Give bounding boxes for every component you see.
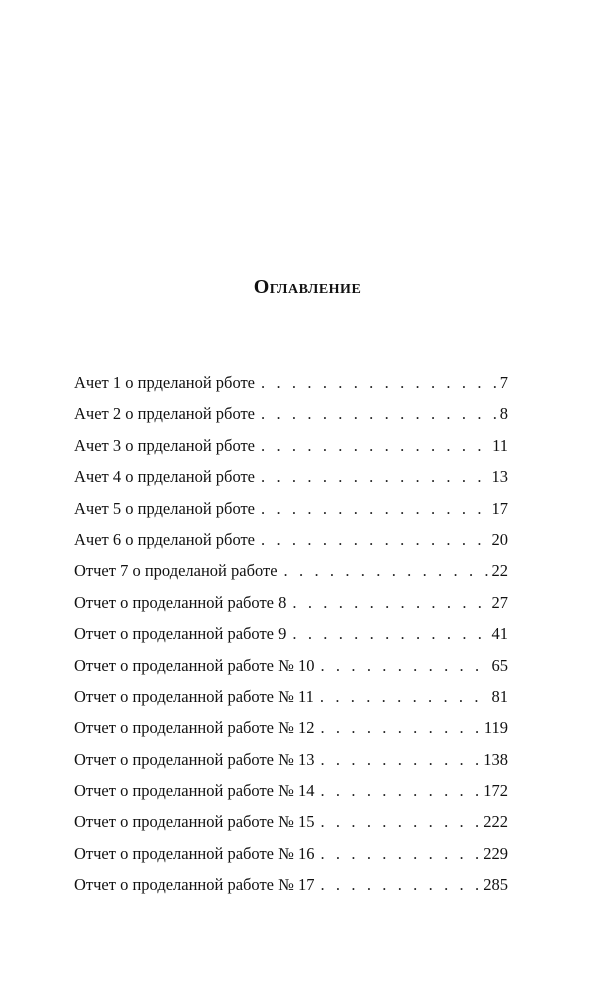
toc-entry-title: Отчет о проделанной работе № 17 [74,875,315,895]
toc-entry-title: Отчет о проделанной работе № 11 [74,686,314,706]
toc-page-number: 22 [491,561,508,581]
toc-page-number: 138 [483,749,508,769]
toc-entry-title: Отчет 7 о проделаной работе [74,561,278,581]
toc-entry[interactable] [74,430,508,461]
toc-entry[interactable] [74,869,508,900]
dot-leader [320,744,481,775]
toc-entry[interactable] [74,587,508,618]
toc-page-number: 27 [491,592,508,612]
toc-entry[interactable] [74,744,508,775]
toc-page-number: 20 [491,529,508,549]
toc-entry-title: Отчет о проделанной работе № 12 [74,718,315,738]
toc-page-number: 11 [492,435,508,455]
toc-entry-title: Отчет о проделанной работе 8 [74,592,287,612]
toc-entry[interactable] [74,775,508,806]
toc-entry-title: Ачет 3 о прделаной рботе [74,435,256,455]
dot-leader [284,555,490,586]
toc-page-number: 65 [491,655,508,675]
toc-entry-title: Отчет о проделанной работе № 10 [74,655,315,675]
dot-leader [261,398,498,429]
toc-entry-title: Отчет о проделанной работе № 13 [74,749,315,769]
toc-entry-title: Отчет о проделанной работе 9 [74,624,287,644]
toc-page-number: 222 [483,812,508,832]
toc-page-number: 7 [499,373,508,392]
toc-entry-title: Отчет о проделанной работе № 14 [74,781,315,801]
dot-leader [320,775,481,806]
toc-page-number: 8 [499,404,508,424]
toc-entry-title: Ачет 2 о прделаной рботе [74,404,256,424]
toc-entry[interactable] [74,493,508,524]
toc-entry-title: Отчет о проделанной работе № 15 [74,812,315,832]
toc-entry[interactable] [74,838,508,869]
dot-leader [320,806,481,837]
toc-page-number: 285 [483,875,508,895]
toc-page-number: 41 [491,624,508,644]
toc-entry-title: Отчет о проделанной работе № 16 [74,843,315,863]
toc-entry-title: Ачет 1 о прделаной рботе [74,373,256,392]
toc-page-number: 172 [483,781,508,801]
dot-leader [261,461,489,492]
dot-leader [292,618,489,649]
toc-page-number: 17 [491,498,508,518]
toc-entry-title: Ачет 6 о прделаной рботе [74,529,256,549]
toc-entry[interactable] [74,650,508,681]
toc-entry[interactable] [74,461,508,492]
toc-entry[interactable] [74,681,508,712]
dot-leader [320,712,481,743]
dot-leader [320,838,481,869]
dot-leader [261,493,489,524]
toc-entry[interactable] [74,555,508,586]
toc-page-number: 13 [491,467,508,487]
dot-leader [261,430,490,461]
dot-leader [320,681,490,712]
table-of-contents [74,367,508,901]
toc-entry[interactable] [74,712,508,743]
toc-entry[interactable] [74,398,508,429]
dot-leader [320,650,489,681]
toc-entry-title: Ачет 5 о прделаной рботе [74,498,256,518]
toc-page-number: 229 [483,843,508,863]
toc-entry[interactable] [74,806,508,837]
page-title: Оглавление [253,276,362,298]
toc-entry[interactable] [74,524,508,555]
toc-page-number: 119 [483,718,508,738]
dot-leader [261,524,489,555]
toc-page-number: 81 [491,686,508,706]
toc-entry[interactable] [74,367,508,398]
dot-leader [261,367,498,398]
dot-leader [320,869,481,900]
toc-entry-title: Ачет 4 о прделаной рботе [74,467,256,487]
dot-leader [292,587,489,618]
toc-entry[interactable] [74,618,508,649]
